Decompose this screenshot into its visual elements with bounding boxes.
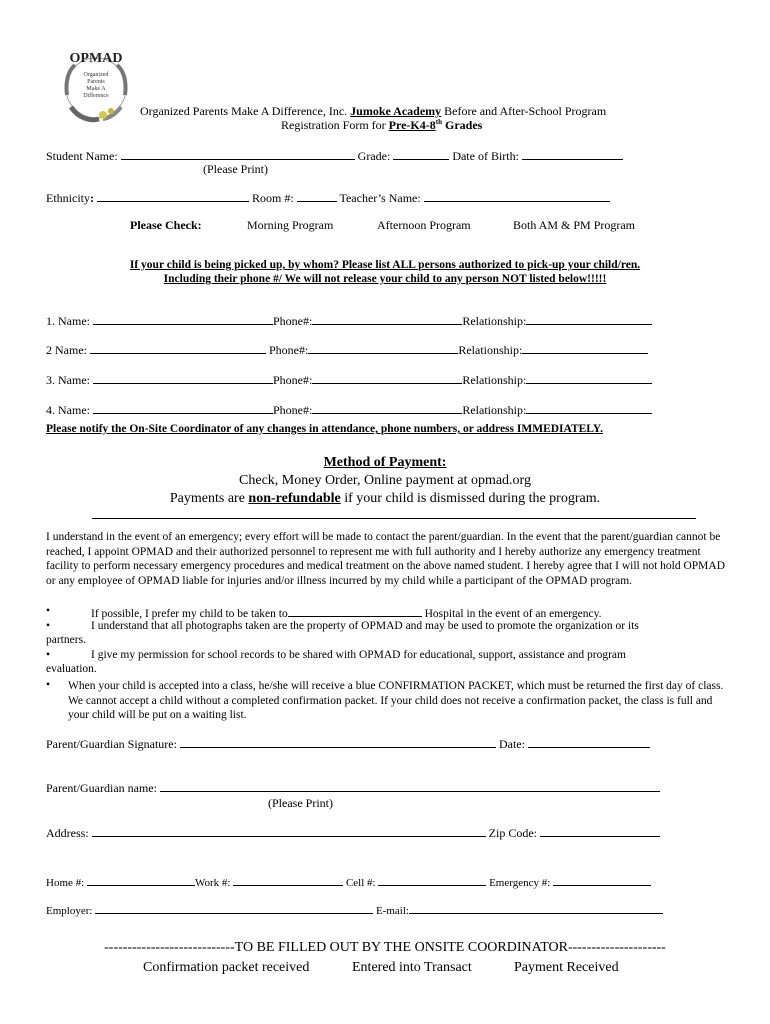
zip-label: Zip Code: xyxy=(488,826,537,840)
payment-methods: Check, Money Order, Online payment at opmad.org xyxy=(239,473,531,488)
header-org: Organized Parents Make A Difference, Inc. xyxy=(140,104,351,118)
header-form-for: Registration Form for xyxy=(281,118,389,132)
room-label: Room #: xyxy=(252,191,294,205)
guardian-name-label: Parent/Guardian name: xyxy=(46,781,157,795)
dob-field[interactable] xyxy=(522,148,623,160)
signature-row xyxy=(46,736,650,752)
student-name-label: Student Name: xyxy=(46,149,118,163)
logo-line-2: Parents xyxy=(87,79,105,85)
ethnicity-field[interactable] xyxy=(97,190,249,202)
teacher-field[interactable] xyxy=(424,190,610,202)
cell-phone-field[interactable] xyxy=(378,874,486,886)
records-line-a: I give my permission for school records to be shared with OPMAD for educational, support, assistance and program xyxy=(91,649,626,661)
pickup-phone-field[interactable] xyxy=(312,313,462,325)
room-field[interactable] xyxy=(297,190,337,202)
hospital-post: Hospital in the event of an emergency. xyxy=(421,608,602,620)
pickup-name-field[interactable] xyxy=(93,313,273,325)
header-line-2 xyxy=(281,118,482,133)
signature-date-field[interactable] xyxy=(528,736,650,748)
bullet-mark: • xyxy=(46,649,51,661)
option-morning[interactable]: Morning Program xyxy=(247,218,334,232)
pickup-name-field[interactable] xyxy=(93,402,273,414)
refund-post: if your child is dismissed during the program. xyxy=(340,491,601,506)
pickup-phone-label: Phone#: xyxy=(273,314,313,328)
pickup-phone-label: Phone#: xyxy=(273,373,313,387)
zip-field[interactable] xyxy=(540,825,660,837)
address-label: Address: xyxy=(46,826,89,840)
notify-coordinator: Please notify the On-Site Coordinator of any changes in attendance, phone numbers, or address IMMEDIATELY. xyxy=(46,423,604,435)
bullet-mark: • xyxy=(46,620,51,632)
photos-line-b: partners. xyxy=(46,634,86,646)
office-item-confirmation: Confirmation packet received xyxy=(143,960,310,975)
bullet-records xyxy=(46,649,626,661)
pickup-relationship-field[interactable] xyxy=(526,402,652,414)
employer-field[interactable] xyxy=(95,902,373,914)
option-afternoon[interactable]: Afternoon Program xyxy=(377,218,471,232)
pickup-name-field[interactable] xyxy=(93,372,273,384)
pickup-name-label: 2 Name: xyxy=(46,343,87,357)
email-field[interactable] xyxy=(409,902,663,914)
pickup-relationship-field[interactable] xyxy=(522,342,648,354)
guardian-name-field[interactable] xyxy=(160,780,660,792)
option-both[interactable]: Both AM & PM Program xyxy=(513,218,636,232)
home-phone-label: Home #: xyxy=(46,877,85,889)
pickup-name-label: 1. Name: xyxy=(46,314,90,328)
pickup-relationship-field[interactable] xyxy=(526,372,652,384)
logo-line-1: Organized xyxy=(83,72,109,78)
student-name-field[interactable] xyxy=(121,148,355,160)
pickup-instruction-1: If your child is being picked up, by whom? Please list ALL persons authorized to pick-up your child/ren. xyxy=(129,259,641,271)
address-field[interactable] xyxy=(92,825,486,837)
header-grades-word: Grades xyxy=(441,118,483,132)
guardian-please-print: (Please Print) xyxy=(268,796,333,810)
pickup-name-label: 4. Name: xyxy=(46,403,90,417)
signature-label: Parent/Guardian Signature: xyxy=(46,737,177,751)
employer-row xyxy=(46,902,663,917)
header-grades: Pre-K4-8 xyxy=(388,118,436,132)
header-line-1 xyxy=(140,104,606,119)
header-academy: Jumoke Academy xyxy=(350,104,442,118)
pickup-row xyxy=(46,372,652,388)
pickup-relationship-label: Relationship: xyxy=(462,403,527,417)
student-please-print: (Please Print) xyxy=(203,162,268,176)
office-item-transact: Entered into Transact xyxy=(352,960,472,975)
logo-arc-text: OPMAD xyxy=(69,51,123,66)
employer-label: Employer: xyxy=(46,905,93,917)
records-line-b: evaluation. xyxy=(46,663,97,675)
pickup-phone-label: Phone#: xyxy=(269,343,309,357)
pickup-name-label: 3. Name: xyxy=(46,373,90,387)
dob-label: Date of Birth: xyxy=(452,149,519,163)
pickup-row xyxy=(46,342,648,358)
guardian-name-row xyxy=(46,780,660,796)
grade-field[interactable] xyxy=(393,148,449,160)
confirmation-text: When your child is accepted into a class, he/she will receive a blue CONFIRMATION PACKET, which must be returned the first day of class. We cannot accept a child without a completed confirmation packet. If your child does not receive a confirmation packet, the class is full and your child will be put on a waiting list. xyxy=(68,680,724,722)
home-phone-field[interactable] xyxy=(87,874,195,886)
pickup-row xyxy=(46,402,652,418)
bullet-mark: • xyxy=(46,605,51,617)
work-phone-field[interactable] xyxy=(233,874,343,886)
logo-line-4: Difference xyxy=(83,93,109,99)
pickup-relationship-label: Relationship: xyxy=(462,373,527,387)
pickup-instruction-2: Including their phone #/ We will not release your child to any person NOT listed below!!!!! xyxy=(163,273,607,285)
grade-label: Grade: xyxy=(357,149,391,163)
cell-phone-label: Cell #: xyxy=(345,877,376,889)
logo-line-3: Make A xyxy=(86,86,106,92)
photos-line-a: I understand that all photographs taken are the property of OPMAD and may be used to promote the organization or its xyxy=(91,620,639,632)
emergency-phone-field[interactable] xyxy=(553,874,651,886)
refund-pre: Payments are xyxy=(169,491,249,506)
hospital-field[interactable] xyxy=(288,605,422,617)
phones-row xyxy=(46,874,651,889)
pickup-row xyxy=(46,313,652,329)
pickup-phone-label: Phone#: xyxy=(273,403,313,417)
header-grades-sup: th xyxy=(435,118,442,126)
pickup-relationship-label: Relationship: xyxy=(462,314,527,328)
opmad-logo xyxy=(55,45,137,127)
student-row-1 xyxy=(46,148,623,164)
teacher-label: Teacher’s Name: xyxy=(339,191,421,205)
emergency-phone-label: Emergency #: xyxy=(489,877,551,889)
bullet-photos xyxy=(46,620,639,632)
ethnicity-colon: : xyxy=(90,191,94,205)
pickup-relationship-label: Relationship: xyxy=(458,343,523,357)
please-check-label: Please Check: xyxy=(130,218,202,232)
hospital-pre: If possible, I prefer my child to be taken to xyxy=(91,608,288,620)
address-row xyxy=(46,825,660,841)
coordinator-banner: ----------------------------TO BE FILLED OUT BY THE ONSITE COORDINATOR--------------------- xyxy=(104,940,666,955)
bullet-hospital xyxy=(46,605,602,620)
student-row-2 xyxy=(46,190,610,206)
work-phone-label: Work #: xyxy=(194,877,231,889)
consent-paragraph: I understand in the event of an emergency; every effort will be made to contact the parent/guardian. In the event that the parent/guardian cannot be reached, I appoint OPMAD and their authorized personnel to represent me with full authority and I hereby authorize any emergency treatment facility to perform necessary emergency procedures and medical treatment on the above named student. I hereby agree that I will not hold OPMAD or any employee of OPMAD liable for injuries and/or illness incurred by my child while a participant of the OPMAD program. xyxy=(46,531,726,587)
payment-refund xyxy=(0,491,770,507)
signature-field[interactable] xyxy=(180,736,496,748)
ethnicity-label: Ethnicity xyxy=(46,191,90,205)
refund-bold: non-refundable xyxy=(248,491,341,506)
divider xyxy=(92,518,696,519)
pickup-phone-field[interactable] xyxy=(312,372,462,384)
signature-date-label: Date: xyxy=(498,737,525,751)
header-program: Before and After-School Program xyxy=(441,104,607,118)
email-label: E-mail: xyxy=(375,905,409,917)
bullet-confirmation-mark: • xyxy=(46,679,51,691)
office-item-payment: Payment Received xyxy=(514,960,619,975)
pickup-phone-field[interactable] xyxy=(308,342,458,354)
pickup-phone-field[interactable] xyxy=(312,402,462,414)
pickup-relationship-field[interactable] xyxy=(526,313,652,325)
payment-heading: Method of Payment: xyxy=(323,455,447,470)
pickup-name-field[interactable] xyxy=(90,342,266,354)
